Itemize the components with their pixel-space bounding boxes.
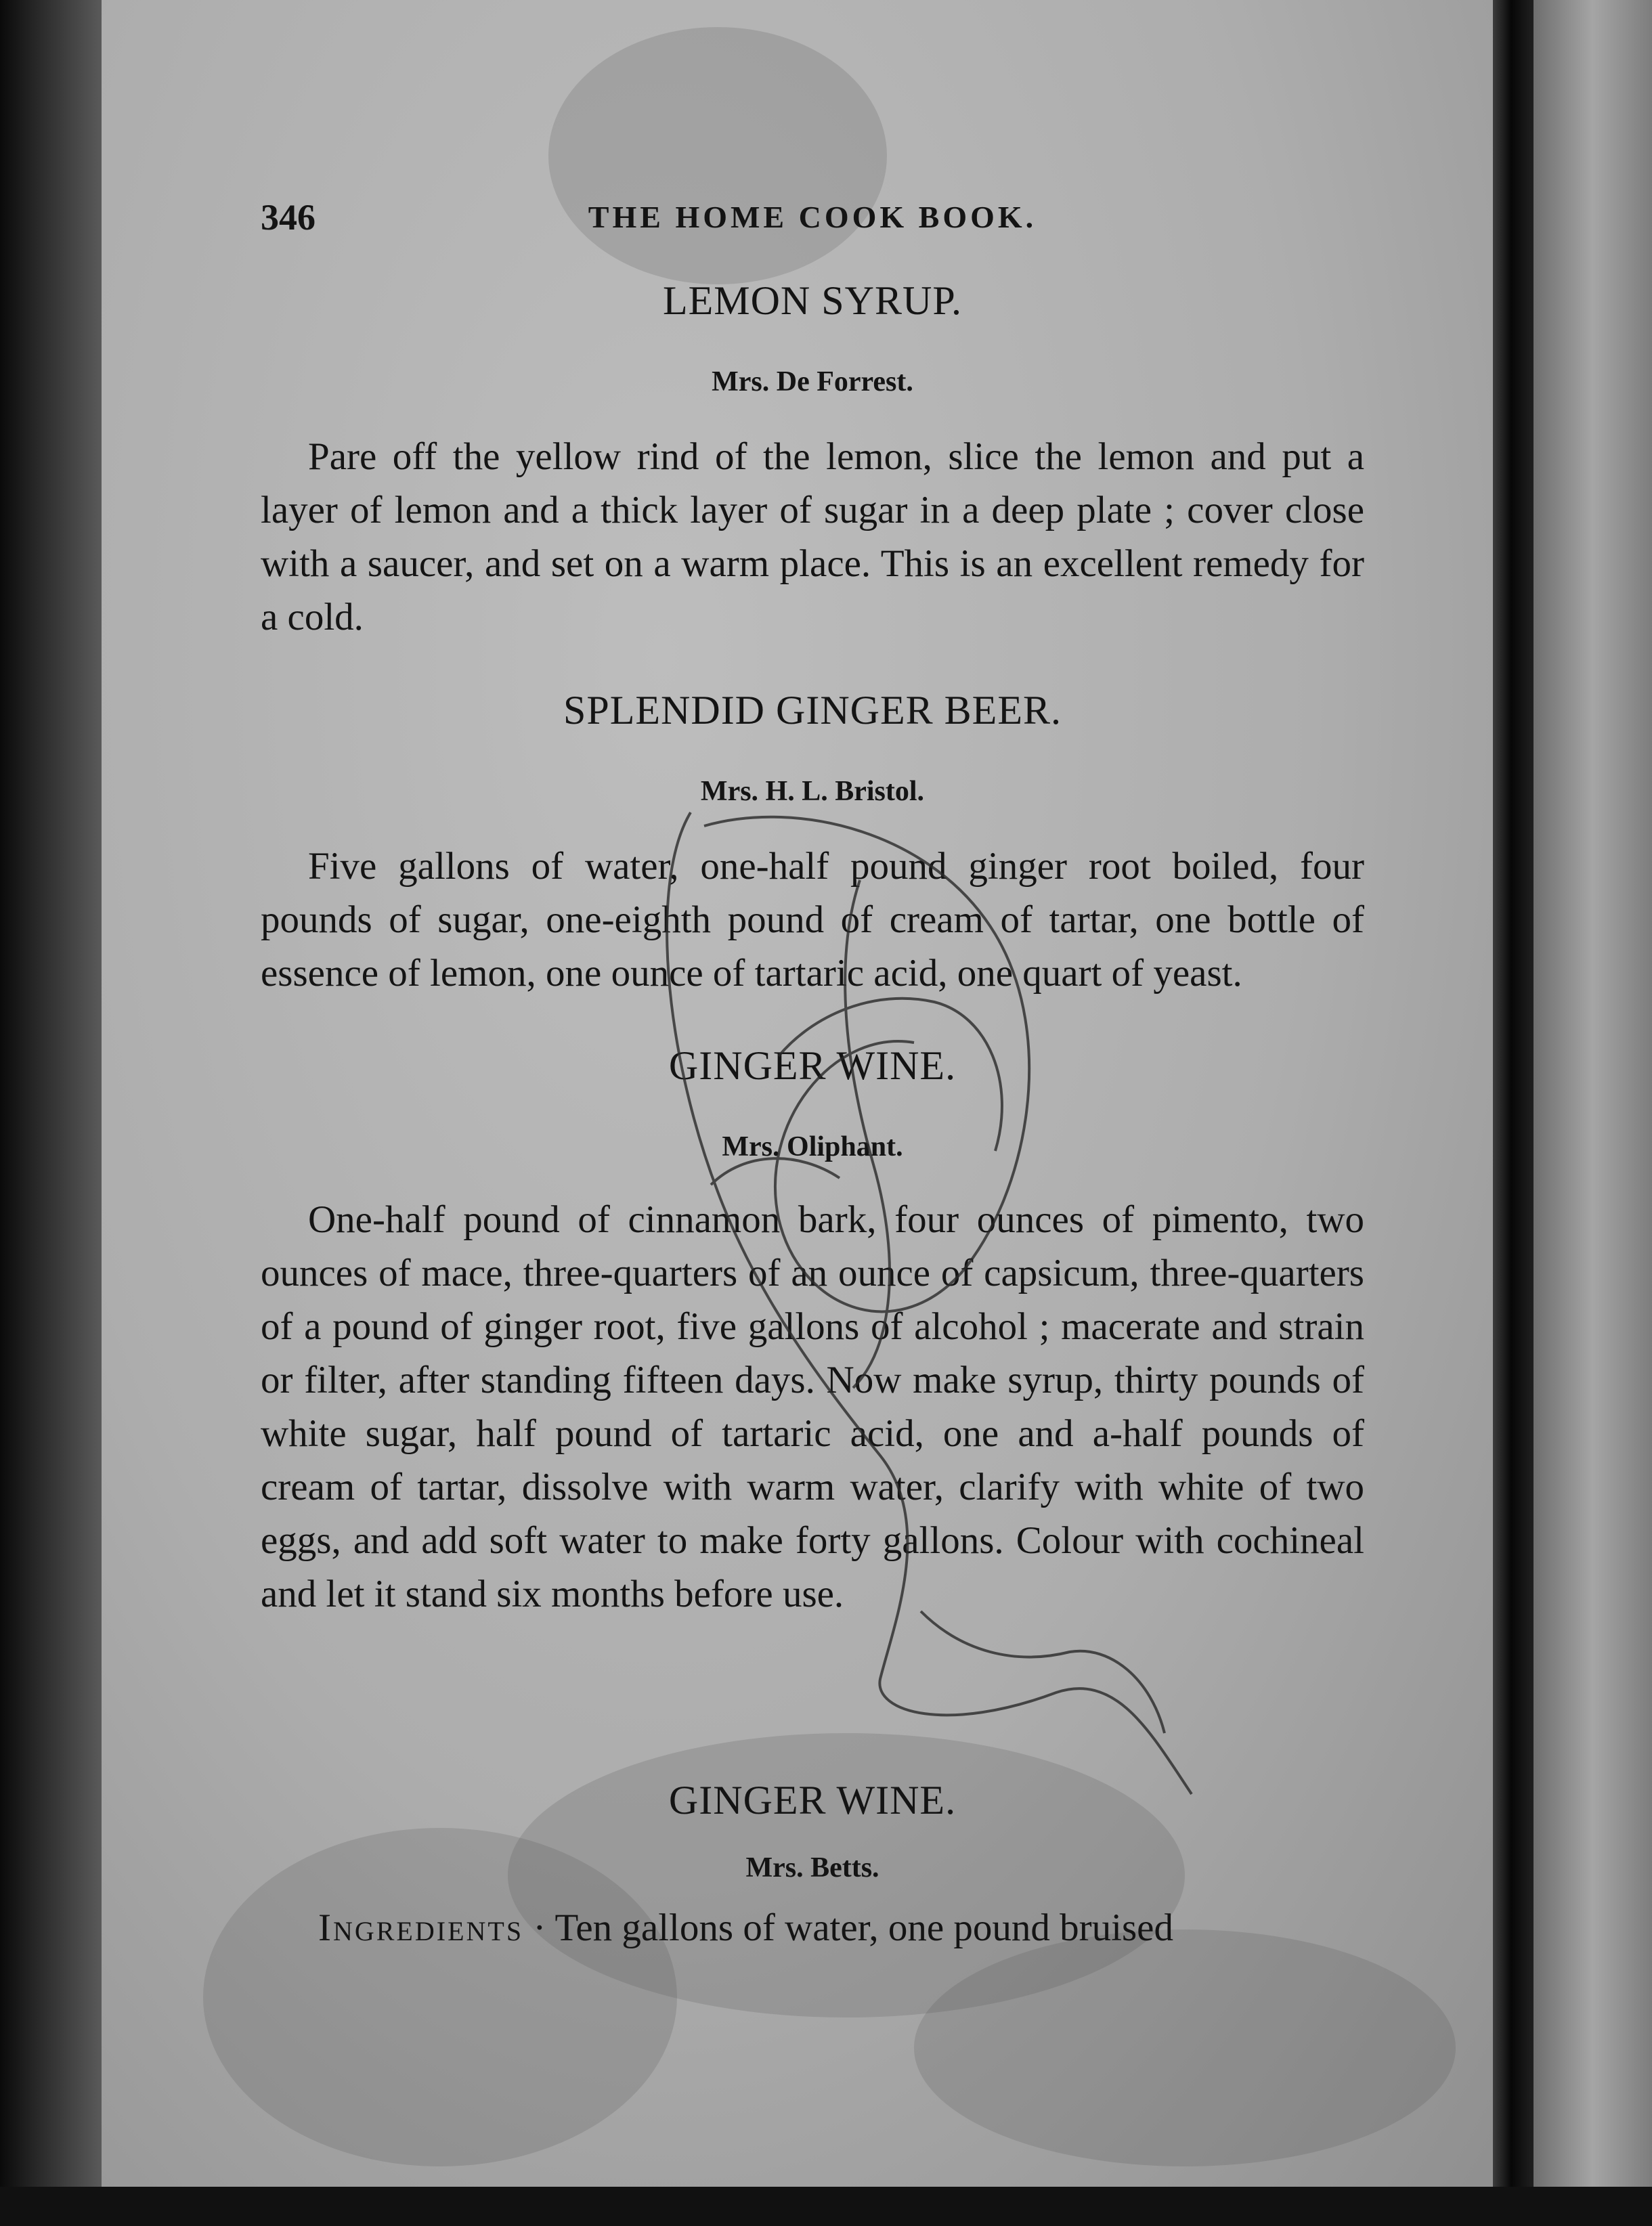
recipe-author: Mrs. Betts.: [745, 1852, 879, 1883]
recipe-author: Mrs. De Forrest.: [712, 366, 913, 397]
recipe-author: Mrs. Oliphant.: [722, 1131, 903, 1162]
ingredients-separator: ·: [533, 1906, 555, 1949]
book-title: THE HOME COOK BOOK.: [588, 200, 1037, 234]
recipe-title: LEMON SYRUP.: [662, 278, 963, 323]
recipe-title: GINGER WINE.: [668, 1043, 957, 1088]
ingredients-text: Ten gallons of water, one pound bruised: [555, 1906, 1173, 1949]
recipe-title: GINGER WINE.: [668, 1778, 957, 1823]
recipe-body: Pare off the yellow rind of the lemon, slice the lemon and put a layer of lemon and a thick layer of sugar in a deep plate ; cover close with a saucer, and set on a warm place. This is an excellent remedy for a cold.: [261, 435, 1364, 638]
recipe-title: SPLENDID GINGER BEER.: [563, 688, 1062, 733]
recipe-body: One-half pound of cinnamon bark, four ounces of pimento, two ounces of mace, three-quarters of an ounce of capsicum, three-quarters of a pound of ginger root, five gallons of alcohol ; macerate and strain or filter, after standing fifteen days. Now make syrup, thirty pounds of white sugar, half pound of tartaric acid, one and a-half pounds of cream of tartar, dissolve with warm water, clarify with white of two eggs, and add soft water to make forty gallons. Colour with cochineal and let it stand six months before use.: [261, 1198, 1364, 1615]
recipe-body: Five gallons of water, one-half pound ginger root boiled, four pounds of sugar, one-eighth pound of cream of tartar, one bottle of essence of lemon, one ounce of tartaric acid, one quart of yeast.: [261, 845, 1364, 995]
recipe-author: Mrs. H. L. Bristol.: [700, 776, 925, 807]
page-number: 346: [261, 197, 316, 238]
ingredients-label: Ingredients: [318, 1906, 524, 1949]
